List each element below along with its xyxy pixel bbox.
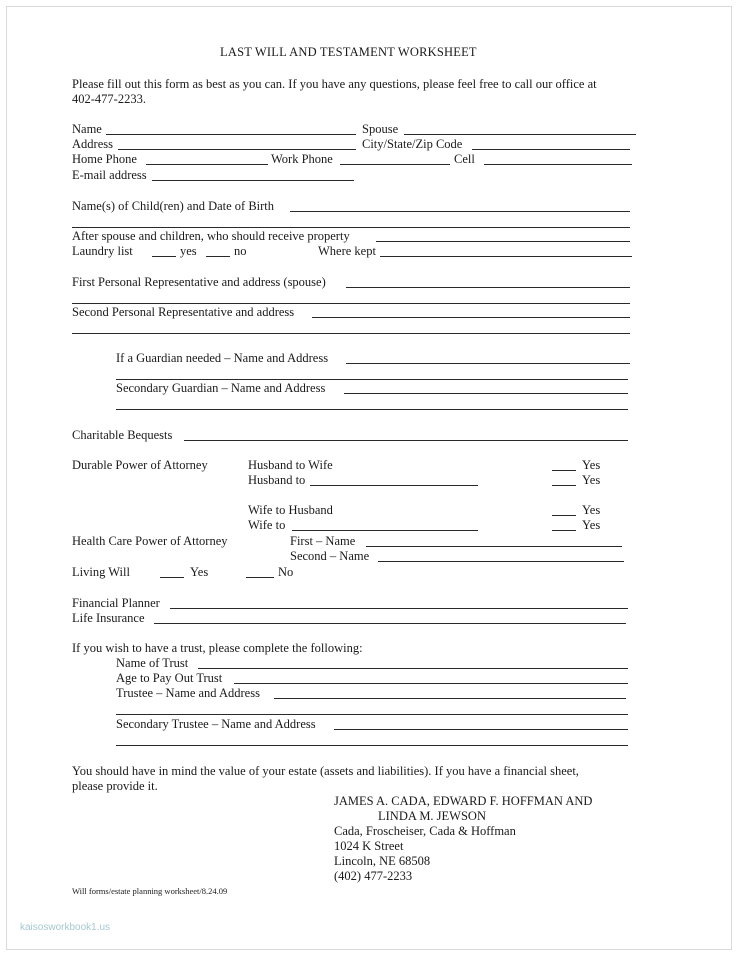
second-rep-label: Second Personal Representative and address <box>72 305 295 319</box>
footer-note: Will forms/estate planning worksheet/8.24.09 <box>72 886 228 896</box>
durable-poa-label: Durable Power of Attorney <box>72 458 208 472</box>
charitable-field[interactable] <box>184 440 628 441</box>
after-spouse-label: After spouse and children, who should receive property <box>72 229 350 243</box>
name-of-trust-label: Name of Trust <box>116 656 189 670</box>
work-phone-field[interactable] <box>340 164 450 165</box>
laundry-yes-blank[interactable] <box>152 256 176 257</box>
charitable-label: Charitable Bequests <box>72 428 173 442</box>
first-rep-label: First Personal Representative and address (spouse) <box>72 275 326 289</box>
address-field[interactable] <box>118 149 356 150</box>
secondary-guardian-field[interactable] <box>344 393 628 394</box>
watermark: kaisosworkbook1.us <box>20 922 111 933</box>
second-name-label: Second – Name <box>290 549 370 563</box>
where-kept-field[interactable] <box>380 256 632 257</box>
where-kept-label: Where kept <box>318 244 376 258</box>
husband-to-yes-blank[interactable] <box>552 485 576 486</box>
trust-intro: If you wish to have a trust, please complete the following: <box>72 641 363 655</box>
living-will-no-blank[interactable] <box>246 577 274 578</box>
first-name-field[interactable] <box>366 546 622 547</box>
life-insurance-label: Life Insurance <box>72 611 145 625</box>
email-label: E-mail address <box>72 168 147 182</box>
secondary-trustee-label: Secondary Trustee – Name and Address <box>116 717 316 731</box>
guardian-field[interactable] <box>346 363 630 364</box>
laundry-yes-label: yes <box>180 244 197 258</box>
financial-planner-label: Financial Planner <box>72 596 160 610</box>
email-field[interactable] <box>152 180 354 181</box>
city-state-zip-field[interactable] <box>472 149 630 150</box>
wife-to-husband-yes-blank[interactable] <box>552 515 576 516</box>
laundry-no-blank[interactable] <box>206 256 230 257</box>
home-phone-label: Home Phone <box>72 152 137 166</box>
address-label: Address <box>72 137 113 151</box>
secondary-trustee-field-2[interactable] <box>116 745 628 746</box>
cell-field[interactable] <box>484 164 632 165</box>
laundry-list-label: Laundry list <box>72 244 133 258</box>
life-insurance-field[interactable] <box>154 623 626 624</box>
first-name-label: First – Name <box>290 534 356 548</box>
firm-phone: (402) 477-2233 <box>334 869 413 883</box>
wife-to-husband-yes: Yes <box>582 503 601 517</box>
closing-line-2: please provide it. <box>72 779 158 793</box>
age-to-pay-label: Age to Pay Out Trust <box>116 671 223 685</box>
firm-city: Lincoln, NE 68508 <box>334 854 431 868</box>
first-rep-field[interactable] <box>346 287 630 288</box>
second-name-field[interactable] <box>378 561 624 562</box>
wife-to-field[interactable] <box>292 530 478 531</box>
husband-to-wife-yes: Yes <box>582 458 601 472</box>
husband-to-label: Husband to <box>248 473 306 487</box>
financial-planner-field[interactable] <box>170 608 628 609</box>
trustee-label: Trustee – Name and Address <box>116 686 260 700</box>
wife-to-yes-blank[interactable] <box>552 530 576 531</box>
closing-line-1: You should have in mind the value of your estate (assets and liabilities). If you have a financial sheet, <box>72 764 579 778</box>
trustee-field[interactable] <box>274 698 626 699</box>
living-will-yes: Yes <box>190 565 209 579</box>
work-phone-label: Work Phone <box>271 152 333 166</box>
cell-label: Cell <box>454 152 475 166</box>
firm-attorneys-2: LINDA M. JEWSON <box>378 809 486 823</box>
firm-attorneys-1: JAMES A. CADA, EDWARD F. HOFFMAN AND <box>334 794 593 808</box>
second-rep-field[interactable] <box>312 317 630 318</box>
name-of-trust-field[interactable] <box>198 668 628 669</box>
first-rep-field-2[interactable] <box>72 303 630 304</box>
guardian-label: If a Guardian needed – Name and Address <box>116 351 329 365</box>
secondary-guardian-label: Secondary Guardian – Name and Address <box>116 381 326 395</box>
health-care-poa-label: Health Care Power of Attorney <box>72 534 228 548</box>
spouse-label: Spouse <box>362 122 399 136</box>
name-label: Name <box>72 122 102 136</box>
second-rep-field-2[interactable] <box>72 333 630 334</box>
guardian-field-2[interactable] <box>116 379 628 380</box>
age-to-pay-field[interactable] <box>234 683 628 684</box>
secondary-trustee-field[interactable] <box>334 729 628 730</box>
children-field[interactable] <box>290 211 630 212</box>
name-field[interactable] <box>106 134 356 135</box>
page-title: LAST WILL AND TESTAMENT WORKSHEET <box>220 45 477 59</box>
home-phone-field[interactable] <box>146 164 268 165</box>
wife-to-label: Wife to <box>248 518 286 532</box>
husband-to-yes: Yes <box>582 473 601 487</box>
trustee-field-2[interactable] <box>116 714 628 715</box>
secondary-guardian-field-2[interactable] <box>116 409 628 410</box>
after-spouse-field[interactable] <box>376 241 630 242</box>
children-label: Name(s) of Child(ren) and Date of Birth <box>72 199 275 213</box>
laundry-no-label: no <box>234 244 247 258</box>
firm-street: 1024 K Street <box>334 839 404 853</box>
spouse-field[interactable] <box>404 134 636 135</box>
firm-name: Cada, Froscheiser, Cada & Hoffman <box>334 824 516 838</box>
wife-to-husband-label: Wife to Husband <box>248 503 333 517</box>
living-will-yes-blank[interactable] <box>160 577 184 578</box>
intro-line-2: 402-477-2233. <box>72 92 146 106</box>
husband-to-wife-label: Husband to Wife <box>248 458 333 472</box>
living-will-label: Living Will <box>72 565 130 579</box>
husband-to-field[interactable] <box>310 485 478 486</box>
wife-to-yes: Yes <box>582 518 601 532</box>
city-state-zip-label: City/State/Zip Code <box>362 137 463 151</box>
husband-to-wife-yes-blank[interactable] <box>552 470 576 471</box>
intro-line-1: Please fill out this form as best as you can. If you have any questions, please feel free to call our office at <box>72 77 597 91</box>
living-will-no: No <box>278 565 294 579</box>
children-field-2[interactable] <box>72 227 630 228</box>
